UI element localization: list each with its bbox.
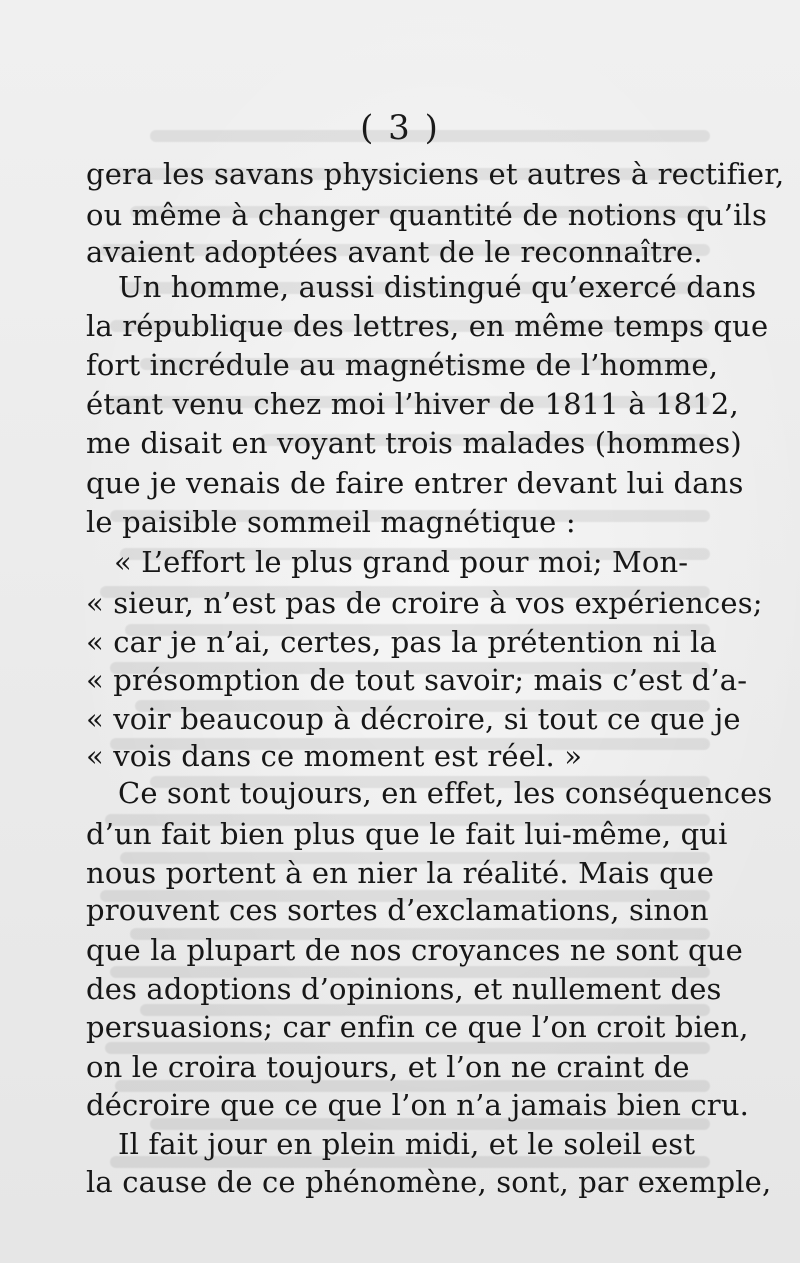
text-line: étant venu chez moi l’hiver de 1811 à 1812, <box>86 387 739 421</box>
text-line: que je venais de faire entrer devant lui dans <box>86 466 744 500</box>
text-line: des adoptions d’opinions, et nullement des <box>86 972 722 1006</box>
text-line: la cause de ce phénomène, sont, par exemple, <box>86 1165 772 1199</box>
text-line: Il fait jour en plein midi, et le soleil est <box>118 1127 696 1161</box>
text-line: avaient adoptées avant de le reconnaître. <box>86 235 703 269</box>
text-line: ou même à changer quantité de notions qu’ils <box>86 198 768 232</box>
quote-line: « présomption de tout savoir; mais c’est d’a- <box>86 663 748 697</box>
text-line: on le croira toujours, et l’on ne craint de <box>86 1050 690 1084</box>
text-line: nous portent à en nier la réalité. Mais que <box>86 856 715 890</box>
text-line: Un homme, aussi distingué qu’exercé dans <box>118 270 757 304</box>
text-line: la république des lettres, en même temps que <box>86 309 769 343</box>
text-line: prouvent ces sortes d’exclamations, sinon <box>86 893 709 927</box>
text-line: d’un fait bien plus que le fait lui-même, qui <box>86 817 728 851</box>
quote-line: « L’effort le plus grand pour moi; Mon- <box>114 545 689 579</box>
text-line: décroire que ce que l’on n’a jamais bien cru. <box>86 1088 750 1122</box>
text-line: fort incrédule au magnétisme de l’homme, <box>86 348 719 382</box>
quote-line: « car je n’ai, certes, pas la prétention ni la <box>86 625 717 659</box>
text-line: Ce sont toujours, en effet, les conséquences <box>118 776 773 810</box>
text-line: persuasions; car enfin ce que l’on croit bien, <box>86 1010 749 1044</box>
text-line: que la plupart de nos croyances ne sont que <box>86 933 743 967</box>
quote-line: « sieur, n’est pas de croire à vos expériences; <box>86 586 763 620</box>
quote-line: « voir beaucoup à décroire, si tout ce que je <box>86 702 741 736</box>
text-line: le paisible sommeil magnétique : <box>86 505 576 539</box>
quote-line: « vois dans ce moment est réel. » <box>86 739 583 773</box>
text-line: gera les savans physiciens et autres à rectifier, <box>86 157 785 191</box>
page-number: ( 3 ) <box>360 108 440 148</box>
text-line: me disait en voyant trois malades (hommes) <box>86 426 742 460</box>
